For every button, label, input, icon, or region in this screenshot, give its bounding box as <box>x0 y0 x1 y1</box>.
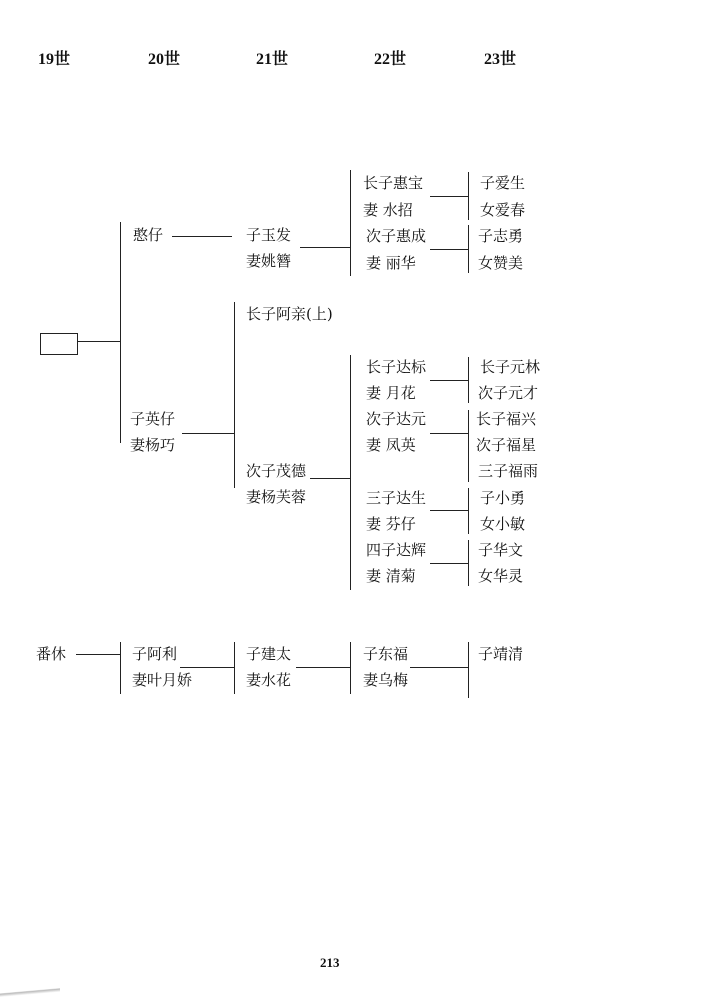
child-name: 子靖清 <box>478 645 524 663</box>
connector-line <box>468 172 469 220</box>
connector-line <box>468 225 469 273</box>
person-name: 四子达辉 <box>366 541 427 559</box>
child-name: 长子元林 <box>480 358 541 376</box>
person-name: 番休 <box>36 645 67 663</box>
person-name: 三子达生 <box>366 489 427 507</box>
connector-line <box>410 667 468 668</box>
child-name: 子志勇 <box>478 227 524 245</box>
connector-line <box>350 355 351 590</box>
person-name: 子阿利 <box>132 645 178 663</box>
connector-line <box>182 433 234 434</box>
generation-header: 23世 <box>484 51 517 68</box>
connector-line <box>78 341 120 342</box>
child-name: 女爱春 <box>480 201 526 219</box>
connector-line <box>468 410 469 482</box>
person-name: 憨仔 <box>133 226 164 244</box>
connector-line <box>468 540 469 586</box>
person-name: 长子惠宝 <box>363 174 424 192</box>
person-name: 长子达标 <box>366 358 427 376</box>
connector-line <box>350 170 351 276</box>
connector-line <box>430 196 468 197</box>
scan-edge-mark <box>0 985 60 1000</box>
child-name: 次子福星 <box>476 436 537 454</box>
person-name: 次子茂德 <box>246 462 307 480</box>
spouse-name: 妻姚簪 <box>246 252 292 270</box>
connector-line <box>180 667 234 668</box>
person-name: 子建太 <box>246 645 292 663</box>
spouse-name: 妻杨芙蓉 <box>246 488 307 506</box>
connector-line <box>296 667 350 668</box>
connector-line <box>310 478 350 479</box>
connector-line <box>468 488 469 534</box>
connector-line <box>430 563 468 564</box>
connector-line <box>430 249 468 250</box>
connector-line <box>300 247 350 248</box>
spouse-name: 妻水花 <box>246 671 292 689</box>
spouse-name: 妻乌梅 <box>363 671 409 689</box>
connector-line <box>430 380 468 381</box>
connector-line <box>234 302 235 488</box>
connector-line <box>120 642 121 694</box>
person-name: 子东福 <box>363 645 409 663</box>
connector-line <box>172 236 232 237</box>
page-number: 213 <box>320 955 340 970</box>
spouse-name: 妻叶月娇 <box>132 671 193 689</box>
child-name: 子小勇 <box>480 489 526 507</box>
spouse-name: 妻 月花 <box>366 384 416 402</box>
spouse-name: 妻 芬仔 <box>366 515 416 533</box>
connector-line <box>234 642 235 694</box>
connector-line <box>430 510 468 511</box>
connector-line <box>468 357 469 403</box>
child-name: 长子福兴 <box>476 410 537 428</box>
connector-line <box>76 654 120 655</box>
spouse-name: 妻杨巧 <box>130 436 176 454</box>
generation-header: 22世 <box>374 51 407 68</box>
connector-line <box>350 642 351 694</box>
person-name: 次子达元 <box>366 410 427 428</box>
person-name: 次子惠成 <box>366 227 427 245</box>
child-name: 女小敏 <box>480 515 526 533</box>
person-name: 子英仔 <box>130 410 176 428</box>
spouse-name: 妻 水招 <box>363 201 413 219</box>
connector-line <box>468 642 469 698</box>
connector-line <box>120 222 121 443</box>
child-name: 子华文 <box>478 541 524 559</box>
child-name: 女华灵 <box>478 567 524 585</box>
generation-header: 20世 <box>148 51 181 68</box>
connector-line <box>430 433 468 434</box>
child-name: 子爱生 <box>480 174 526 192</box>
spouse-name: 妻 凤英 <box>366 436 416 454</box>
spouse-name: 妻 丽华 <box>366 254 416 272</box>
spouse-name: 妻 清菊 <box>366 567 416 585</box>
child-name: 三子福雨 <box>478 462 539 480</box>
ancestor-box <box>40 333 78 355</box>
generation-header: 19世 <box>38 51 71 68</box>
generation-header: 21世 <box>256 51 289 68</box>
person-name: 子玉发 <box>246 226 292 244</box>
child-name: 女赞美 <box>478 254 524 272</box>
person-name: 长子阿亲(上) <box>246 305 333 323</box>
child-name: 次子元才 <box>478 384 539 402</box>
